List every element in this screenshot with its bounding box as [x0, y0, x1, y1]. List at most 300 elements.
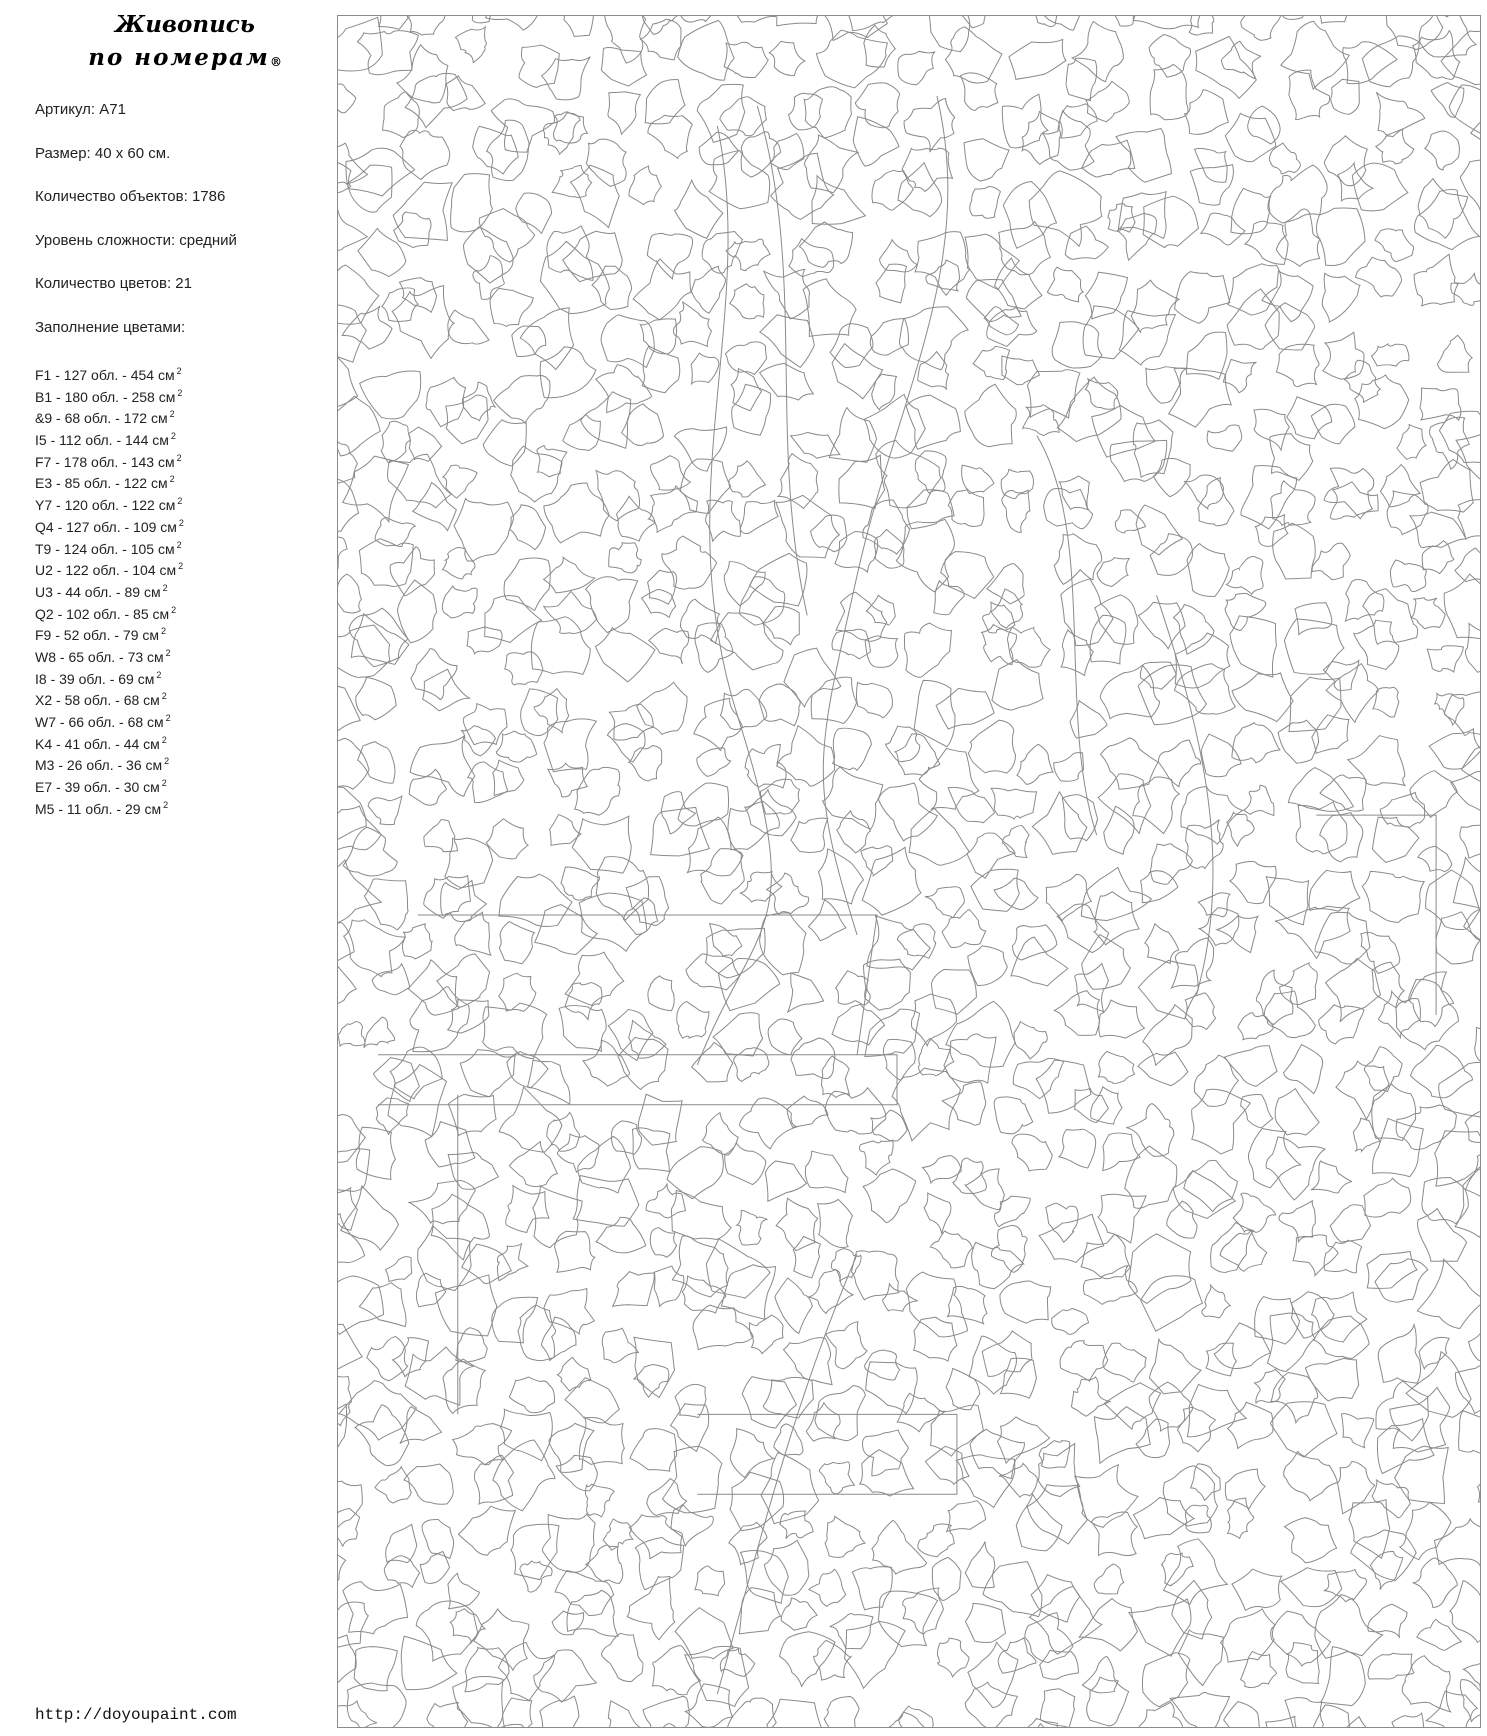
- outline-region: [739, 1588, 780, 1634]
- color-fill-text: M5 - 11 обл. - 29 см: [35, 800, 162, 817]
- outline-region: [922, 1156, 961, 1183]
- color-fill-text: U3 - 44 обл. - 89 см: [35, 583, 161, 600]
- outline-region: [1150, 64, 1188, 119]
- outline-region: [947, 1501, 986, 1532]
- outline-region: [1138, 960, 1198, 1019]
- outline-region: [443, 1359, 485, 1413]
- outline-region: [542, 57, 591, 100]
- outline-region: [856, 682, 892, 717]
- outline-region: [678, 20, 734, 80]
- outline-region: [1138, 602, 1185, 649]
- outline-region: [1410, 771, 1457, 818]
- outline-region: [416, 1273, 445, 1306]
- outline-region: [1356, 257, 1402, 297]
- outline-region: [1054, 534, 1101, 585]
- outline-region: [1309, 870, 1360, 911]
- outline-region: [662, 536, 717, 589]
- outline-region: [609, 543, 642, 573]
- outline-region: [1149, 1339, 1201, 1394]
- outline-region: [970, 1429, 1024, 1478]
- outline-region: [1326, 958, 1381, 1021]
- outline-region: [563, 415, 601, 451]
- outline-region: [446, 395, 488, 444]
- outline-region: [1085, 272, 1127, 319]
- outline-region: [1198, 478, 1234, 526]
- outline-region: [1375, 229, 1414, 262]
- outline-region: [1028, 16, 1060, 27]
- outline-region: [1201, 734, 1241, 777]
- outline-region: [1131, 280, 1179, 332]
- outline-region: [1087, 1677, 1129, 1726]
- outline-region: [575, 767, 620, 815]
- outline-region: [1002, 356, 1040, 385]
- outline-region: [1116, 128, 1171, 182]
- outline-region: [1138, 1052, 1188, 1086]
- outline-region: [405, 1347, 473, 1405]
- outline-region: [1022, 111, 1060, 164]
- outline-drawing: [338, 16, 1480, 1727]
- outline-region: [791, 1038, 835, 1079]
- outline-stroke: [1316, 815, 1436, 1015]
- outline-region: [1311, 1161, 1352, 1193]
- outline-region: [1460, 825, 1480, 858]
- outline-region: [386, 1257, 412, 1282]
- outline-region: [862, 847, 921, 915]
- outline-region: [745, 790, 796, 836]
- outline-region: [906, 1272, 967, 1337]
- color-fill-item: [35, 795, 184, 817]
- outline-region: [1351, 1530, 1417, 1581]
- outline-region: [373, 1058, 419, 1102]
- outline-region: [1392, 1713, 1424, 1727]
- outline-region: [1450, 1581, 1480, 1643]
- outline-region: [830, 1614, 873, 1649]
- outline-region: [805, 135, 858, 193]
- outline-region: [343, 456, 409, 522]
- outline-region: [1232, 1569, 1282, 1610]
- outline-region: [833, 728, 872, 770]
- outline-region: [448, 1094, 496, 1135]
- outline-region: [454, 499, 514, 562]
- outline-region: [583, 1040, 629, 1086]
- outline-region: [1363, 589, 1418, 644]
- outline-region: [638, 1094, 682, 1145]
- outline-region: [1460, 159, 1480, 212]
- outline-region: [1268, 165, 1327, 223]
- outline-region: [865, 1350, 900, 1380]
- outline-region: [983, 602, 1015, 633]
- outline-region: [904, 99, 955, 153]
- outline-region: [1202, 1284, 1231, 1317]
- outline-stroke: [1157, 595, 1213, 995]
- outline-region: [1254, 1369, 1285, 1403]
- outline-region: [711, 613, 783, 670]
- outline-region: [601, 1633, 643, 1681]
- outline-region: [586, 139, 626, 186]
- object-count: Количество объектов: 1786: [35, 188, 226, 205]
- outline-region: [953, 1158, 987, 1193]
- outline-region: [1439, 1062, 1480, 1117]
- area-unit-superscript: 2: [161, 626, 167, 637]
- outline-region: [906, 395, 960, 449]
- outline-region: [499, 922, 534, 964]
- outline-region: [1422, 541, 1454, 574]
- color-fill-text: Y7 - 120 обл. - 122 см: [35, 497, 176, 514]
- outline-region: [872, 374, 897, 410]
- outline-region: [1140, 662, 1176, 689]
- outline-region: [784, 648, 841, 707]
- outline-region: [1314, 1316, 1370, 1358]
- outline-region: [742, 1377, 796, 1428]
- outline-region: [521, 689, 558, 736]
- outline-region: [1349, 1500, 1390, 1559]
- outline-region: [853, 117, 899, 166]
- area-unit-superscript: 2: [165, 713, 171, 723]
- outline-region: [706, 500, 741, 542]
- outline-region: [1057, 904, 1108, 953]
- outline-region: [942, 1082, 985, 1125]
- outline-region: [1104, 806, 1134, 854]
- outline-region: [338, 431, 357, 485]
- outline-region: [1017, 744, 1053, 784]
- outline-region: [965, 1169, 1004, 1210]
- outline-region: [486, 819, 528, 859]
- outline-region: [1217, 916, 1258, 953]
- color-fill-text: F9 - 52 обл. - 79 см: [35, 627, 160, 644]
- outline-region: [1052, 322, 1102, 368]
- outline-region: [1323, 661, 1358, 691]
- area-unit-superscript: 2: [165, 647, 171, 658]
- outline-region: [1094, 1407, 1150, 1464]
- outline-region: [948, 489, 984, 526]
- outline-region: [1023, 405, 1059, 436]
- outline-region: [596, 1217, 646, 1252]
- outline-region: [1324, 1570, 1367, 1602]
- outline-region: [691, 353, 719, 384]
- outline-region: [1420, 459, 1473, 512]
- color-fill-item: [35, 556, 184, 578]
- color-fill-item: [35, 578, 184, 600]
- outline-region: [1280, 963, 1318, 1005]
- outline-region: [866, 595, 895, 625]
- outline-region: [473, 256, 504, 300]
- outline-region: [586, 577, 638, 633]
- outline-region: [1150, 534, 1192, 576]
- outline-region: [826, 1322, 867, 1369]
- outline-region: [778, 454, 818, 509]
- outline-region: [1444, 574, 1480, 639]
- area-unit-superscript: 2: [178, 517, 184, 528]
- outline-region: [1082, 935, 1131, 990]
- outline-region: [1373, 687, 1399, 717]
- outline-region: [393, 1338, 429, 1377]
- outline-region: [749, 1315, 783, 1354]
- outline-region: [592, 266, 632, 309]
- outline-region: [1453, 858, 1480, 910]
- outline-region: [381, 421, 410, 462]
- outline-region: [458, 1506, 515, 1555]
- color-fill-item: [35, 665, 184, 687]
- outline-region: [865, 1009, 920, 1056]
- color-fill-text: &9 - 68 обл. - 172 см: [35, 410, 168, 427]
- outline-region: [565, 1378, 619, 1422]
- outline-region: [1368, 1604, 1407, 1638]
- outline-region: [645, 80, 685, 124]
- outline-region: [338, 806, 381, 853]
- outline-region: [918, 1524, 954, 1557]
- outline-region: [1279, 1201, 1315, 1242]
- outline-region: [455, 27, 486, 63]
- outline-region: [558, 16, 594, 36]
- outline-region: [511, 446, 562, 502]
- website-link[interactable]: http://doyoupaint.com: [35, 1706, 237, 1724]
- outline-region: [404, 1464, 453, 1504]
- outline-region: [338, 625, 390, 677]
- outline-region: [965, 1542, 995, 1588]
- outline-region: [520, 308, 573, 370]
- outline-region: [1372, 962, 1404, 1007]
- outline-region: [1331, 79, 1360, 114]
- outline-region: [721, 1265, 775, 1319]
- outline-region: [1390, 560, 1426, 592]
- outline-region: [809, 1569, 846, 1606]
- outline-region: [423, 669, 471, 711]
- outline-region: [368, 796, 402, 824]
- outline-region: [1281, 21, 1349, 89]
- color-fill-item: [35, 535, 184, 557]
- outline-region: [1375, 1259, 1428, 1302]
- outline-region: [338, 1022, 365, 1047]
- area-unit-superscript: 2: [161, 691, 167, 702]
- outline-region: [745, 744, 786, 788]
- outline-region: [1417, 1259, 1480, 1328]
- outline-region: [861, 846, 893, 876]
- outline-region: [348, 165, 392, 212]
- outline-region: [356, 1127, 395, 1179]
- outline-region: [1471, 112, 1480, 161]
- outline-region: [642, 346, 680, 393]
- outline-region: [1378, 1325, 1420, 1383]
- outline-region: [863, 1169, 916, 1223]
- color-fill-text: E3 - 85 обл. - 122 см: [35, 475, 168, 492]
- outline-region: [629, 166, 661, 205]
- outline-region: [446, 76, 485, 111]
- color-fill-item: [35, 513, 184, 535]
- outline-region: [499, 1087, 562, 1152]
- outline-region: [1400, 1502, 1451, 1559]
- outline-region: [559, 1006, 606, 1052]
- outline-region: [567, 1590, 618, 1636]
- outline-region: [1245, 221, 1288, 264]
- outline-region: [393, 182, 452, 240]
- outline-region: [1380, 465, 1420, 507]
- outline-region: [608, 1009, 653, 1060]
- outline-region: [1323, 332, 1364, 379]
- outline-region: [1065, 226, 1108, 259]
- outline-region: [1003, 182, 1056, 249]
- outline-region: [1066, 58, 1097, 100]
- outline-region: [358, 742, 395, 784]
- outline-region: [1032, 792, 1087, 854]
- color-fill-item: [35, 491, 184, 513]
- outline-region: [1207, 425, 1242, 451]
- outline-region: [845, 1621, 906, 1688]
- outline-region: [1128, 1234, 1191, 1304]
- outline-region: [967, 833, 1015, 878]
- outline-region: [431, 1194, 489, 1259]
- outline-region: [1248, 106, 1280, 144]
- outline-region: [338, 1149, 370, 1191]
- outline-region: [764, 1540, 809, 1595]
- outline-region: [1372, 344, 1409, 366]
- outline-region: [1075, 1465, 1138, 1528]
- outline-region: [959, 16, 989, 28]
- outline-region: [609, 704, 654, 740]
- outline-region: [1149, 1382, 1193, 1431]
- outline-region: [543, 591, 596, 633]
- outline-region: [1396, 979, 1459, 1049]
- color-fill-text: W7 - 66 обл. - 68 см: [35, 714, 164, 730]
- outline-region: [581, 392, 631, 449]
- outline-region: [1275, 906, 1350, 958]
- outline-region: [983, 1562, 1042, 1617]
- outline-region: [781, 1598, 817, 1630]
- outline-region: [915, 451, 946, 493]
- outline-region: [1312, 1705, 1352, 1727]
- outline-region: [405, 73, 467, 127]
- outline-region: [995, 1196, 1031, 1227]
- outline-region: [1012, 1134, 1053, 1171]
- outline-region: [787, 1096, 828, 1127]
- outline-region: [776, 495, 839, 558]
- outline-region: [1455, 1365, 1480, 1414]
- area-unit-superscript: 2: [176, 452, 182, 463]
- outline-region: [768, 1019, 802, 1055]
- outline-region: [400, 1407, 442, 1444]
- outline-region: [965, 1682, 1017, 1727]
- outline-region: [1320, 813, 1363, 862]
- color-fill-item: [35, 404, 184, 426]
- outline-region: [892, 1068, 960, 1141]
- area-unit-superscript: 2: [162, 582, 168, 593]
- outline-region: [338, 948, 356, 1010]
- outline-region: [1410, 598, 1445, 629]
- area-unit-superscript: 2: [164, 756, 170, 767]
- outline-region: [720, 689, 766, 729]
- outline-region: [338, 1602, 368, 1649]
- outline-region: [1395, 1446, 1449, 1503]
- outline-region: [824, 16, 888, 40]
- outline-region: [1198, 893, 1230, 917]
- outline-region: [403, 924, 433, 959]
- outline-region: [647, 1478, 687, 1515]
- outline-region: [930, 1231, 972, 1268]
- outline-region: [883, 1284, 918, 1312]
- outline-region: [972, 1242, 1024, 1288]
- outline-region: [1220, 1229, 1267, 1271]
- outline-region: [1276, 209, 1320, 266]
- color-fill-item: [35, 708, 184, 730]
- outline-region: [1241, 1095, 1273, 1128]
- outline-region: [1277, 16, 1306, 19]
- outline-region: [1003, 826, 1029, 858]
- outline-region: [1119, 311, 1175, 365]
- color-fill-list: [35, 361, 184, 816]
- outline-region: [338, 143, 368, 185]
- outline-region: [1364, 1047, 1402, 1092]
- outline-region: [503, 1698, 532, 1727]
- color-fill-text: I5 - 112 обл. - 144 см: [35, 432, 169, 449]
- outline-region: [410, 736, 475, 797]
- outline-region: [519, 45, 559, 87]
- outline-region: [557, 1357, 591, 1391]
- outline-region: [1201, 213, 1245, 245]
- outline-region: [338, 1404, 347, 1453]
- outline-region: [685, 1646, 749, 1706]
- outline-region: [338, 210, 367, 250]
- outline-region: [1061, 630, 1093, 675]
- outline-region: [1186, 332, 1227, 379]
- outline-region: [347, 1683, 406, 1727]
- outline-region: [613, 1272, 655, 1307]
- outline-region: [909, 808, 969, 865]
- outline-region: [1040, 1650, 1079, 1679]
- outline-region: [672, 1236, 728, 1297]
- outline-region: [1414, 254, 1458, 306]
- outline-region: [1133, 1497, 1194, 1538]
- outline-region: [1420, 388, 1461, 420]
- outline-region: [1437, 335, 1472, 372]
- outline-region: [1255, 515, 1288, 547]
- outline-region: [823, 767, 883, 829]
- color-fill-text: K4 - 41 обл. - 44 см: [35, 735, 160, 752]
- outline-region: [627, 1576, 675, 1639]
- outline-region: [388, 454, 452, 508]
- outline-region: [725, 342, 766, 375]
- outline-region: [338, 1701, 377, 1727]
- outline-region: [460, 1050, 515, 1097]
- outline-region: [1227, 289, 1279, 349]
- outline-region: [1054, 991, 1099, 1036]
- outline-region: [1284, 1518, 1336, 1563]
- color-fill-text: W8 - 65 обл. - 73 см: [35, 648, 164, 665]
- outline-region: [1364, 1178, 1411, 1217]
- outline-region: [808, 900, 846, 941]
- outline-region: [346, 148, 415, 196]
- outline-region: [1126, 1104, 1174, 1157]
- outline-region: [646, 1184, 685, 1218]
- outline-region: [1312, 543, 1350, 580]
- outline-region: [793, 1236, 820, 1277]
- outline-region: [543, 113, 580, 154]
- outline-region: [941, 552, 994, 599]
- outline-region: [1370, 1551, 1402, 1589]
- outline-region: [674, 302, 712, 346]
- outline-region: [1159, 740, 1201, 787]
- outline-region: [338, 1552, 346, 1590]
- outline-region: [392, 286, 454, 359]
- outline-region: [1145, 924, 1179, 964]
- outline-region: [1136, 505, 1182, 555]
- outline-region: [445, 838, 493, 888]
- color-fill-item: [35, 773, 184, 795]
- outline-region: [608, 92, 640, 134]
- outline-region: [1267, 1313, 1315, 1371]
- color-fill-item: [35, 643, 184, 665]
- outline-region: [1427, 646, 1463, 672]
- outline-region: [1036, 1060, 1091, 1113]
- outline-region: [1372, 1084, 1416, 1140]
